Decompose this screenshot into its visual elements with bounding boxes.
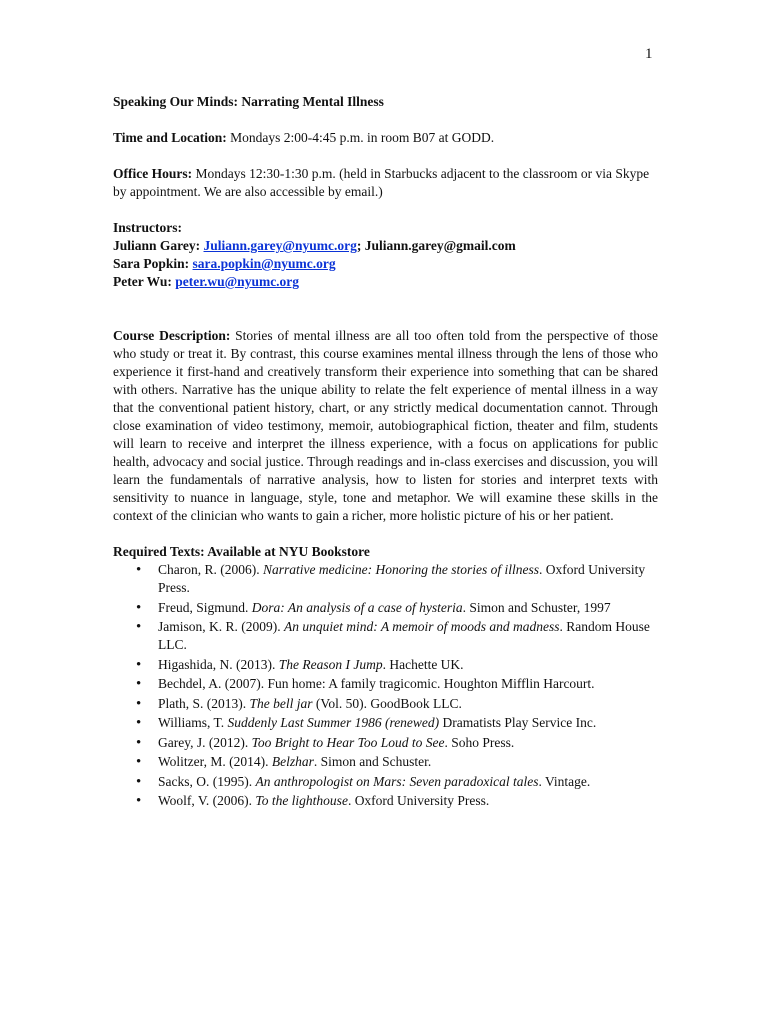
ref-author: Higashida, N. (2013). — [158, 656, 279, 672]
page-number: 1 — [645, 46, 653, 62]
ref-title: To the lighthouse — [255, 793, 348, 808]
ref-publisher: . Simon and Schuster, 1997 — [462, 599, 611, 615]
list-item — [158, 618, 658, 654]
ref-title: An unquiet mind: A memoir of moods and madness — [284, 619, 560, 634]
ref-publisher: . Vintage. — [538, 773, 591, 789]
list-item — [158, 792, 658, 810]
ref-publisher: Dramatists Play Service Inc. — [439, 715, 597, 730]
ref-author: Plath, S. (2013). — [158, 695, 250, 711]
ref-author: Garey, J. (2012). — [158, 734, 252, 750]
ref-title: The bell jar — [249, 695, 313, 711]
ref-publisher: . Random House LLC. — [158, 619, 650, 652]
office-hours — [113, 165, 658, 201]
list-item — [158, 734, 658, 752]
instructor-extra-email: ; Juliann.garey@gmail.com — [356, 238, 516, 253]
instructor-email-link[interactable]: Juliann.garey@nyumc.org — [203, 238, 357, 253]
list-item — [158, 714, 658, 732]
instructor-name: Sara Popkin: — [113, 256, 193, 271]
ref-title: Dora: An analysis of a case of hysteria — [251, 599, 463, 615]
ref-author: Freud, Sigmund. — [158, 599, 252, 615]
course-title: Speaking Our Minds: Narrating Mental Illness — [113, 94, 384, 109]
time-location-text: Mondays 2:00-4:45 p.m. in room B07 at GODD. — [226, 130, 495, 145]
instructor-email-link[interactable]: sara.popkin@nyumc.org — [192, 256, 336, 271]
list-item — [158, 695, 658, 713]
ref-publisher: . Oxford University Press. — [347, 793, 490, 808]
list-item — [158, 599, 658, 617]
list-item — [158, 773, 658, 791]
required-texts-list — [113, 561, 658, 810]
course-description — [113, 327, 658, 525]
list-item — [158, 675, 658, 693]
list-item — [158, 753, 658, 771]
list-item — [158, 561, 658, 597]
ref-author: Charon, R. (2006). — [158, 562, 263, 577]
ref-author: Woolf, V. (2006). — [158, 793, 256, 808]
ref-author: Wolitzer, M. (2014). — [158, 754, 272, 769]
time-location — [113, 129, 658, 147]
ref-title: The Reason I Jump — [278, 656, 383, 672]
ref-publisher: (Vol. 50). GoodBook LLC. — [312, 695, 462, 711]
required-texts-heading: Required Texts: Available at NYU Bookstore — [113, 544, 370, 559]
instructor-garey — [113, 237, 658, 255]
ref-publisher: . Soho Press. — [444, 734, 515, 750]
list-item — [158, 656, 658, 674]
instructor-popkin — [113, 255, 658, 273]
instructor-wu — [113, 273, 658, 291]
ref-title: An anthropologist on Mars: Seven paradoxical tales — [255, 773, 539, 789]
ref-publisher: . Oxford University Press. — [158, 562, 646, 595]
ref-publisher: . Simon and Schuster. — [313, 754, 432, 769]
ref-title: Narrative medicine: Honoring the stories of illness — [263, 562, 539, 577]
instructors-label: Instructors: — [113, 220, 182, 235]
instructor-email-link[interactable]: peter.wu@nyumc.org — [175, 274, 300, 289]
course-description-text: Stories of mental illness are all too often told from the perspective of those who study or treat it. By contrast, this course examines mental illness through the lens of those who experience it first-hand and creatively transform their experience into something that can be shared with others. Narrative has the unique ability to relate the felt experience of mental illness in a way that the conventional patient history, chart, or any strictly medical documentation cannot. Through close examination of video testimony, memoir, autobiographical fiction, theater and film, students will learn to receive and interpret the illness experience, with a focus on applications for public health, advocacy and social justice. Through readings and in-class exercises and discussion, you will learn the fundamentals of narrative analysis, how to listen for stories and interpret texts with sensitivity to nuance in language, style, tone and metaphor. We will examine these skills in the context of the clinician who wants to gain a richer, more holistic picture of his or her patient. — [113, 328, 658, 523]
ref-title: Suddenly Last Summer 1986 (renewed) — [227, 715, 440, 730]
office-hours-label: Office Hours: — [113, 166, 193, 181]
ref-title: Too Bright to Hear Too Loud to See — [251, 734, 445, 750]
syllabus-body — [113, 93, 658, 812]
ref-author: Bechdel, A. (2007). Fun home: A family tragicomic. Houghton Mifflin Harcourt. — [158, 676, 595, 691]
office-hours-text: Mondays 12:30-1:30 p.m. (held in Starbucks adjacent to the classroom or via Skype by appointment. We are also accessible by email.) — [113, 166, 650, 199]
instructor-name: Peter Wu: — [113, 274, 176, 289]
ref-author: Jamison, K. R. (2009). — [158, 619, 284, 634]
time-location-label: Time and Location: — [113, 130, 227, 145]
course-description-label: Course Description: — [113, 328, 231, 343]
ref-author: Williams, T. — [158, 715, 228, 730]
instructor-name: Juliann Garey: — [113, 238, 204, 253]
ref-author: Sacks, O. (1995). — [158, 773, 256, 789]
ref-publisher: . Hachette UK. — [382, 656, 464, 672]
ref-title: Belzhar — [271, 754, 314, 769]
